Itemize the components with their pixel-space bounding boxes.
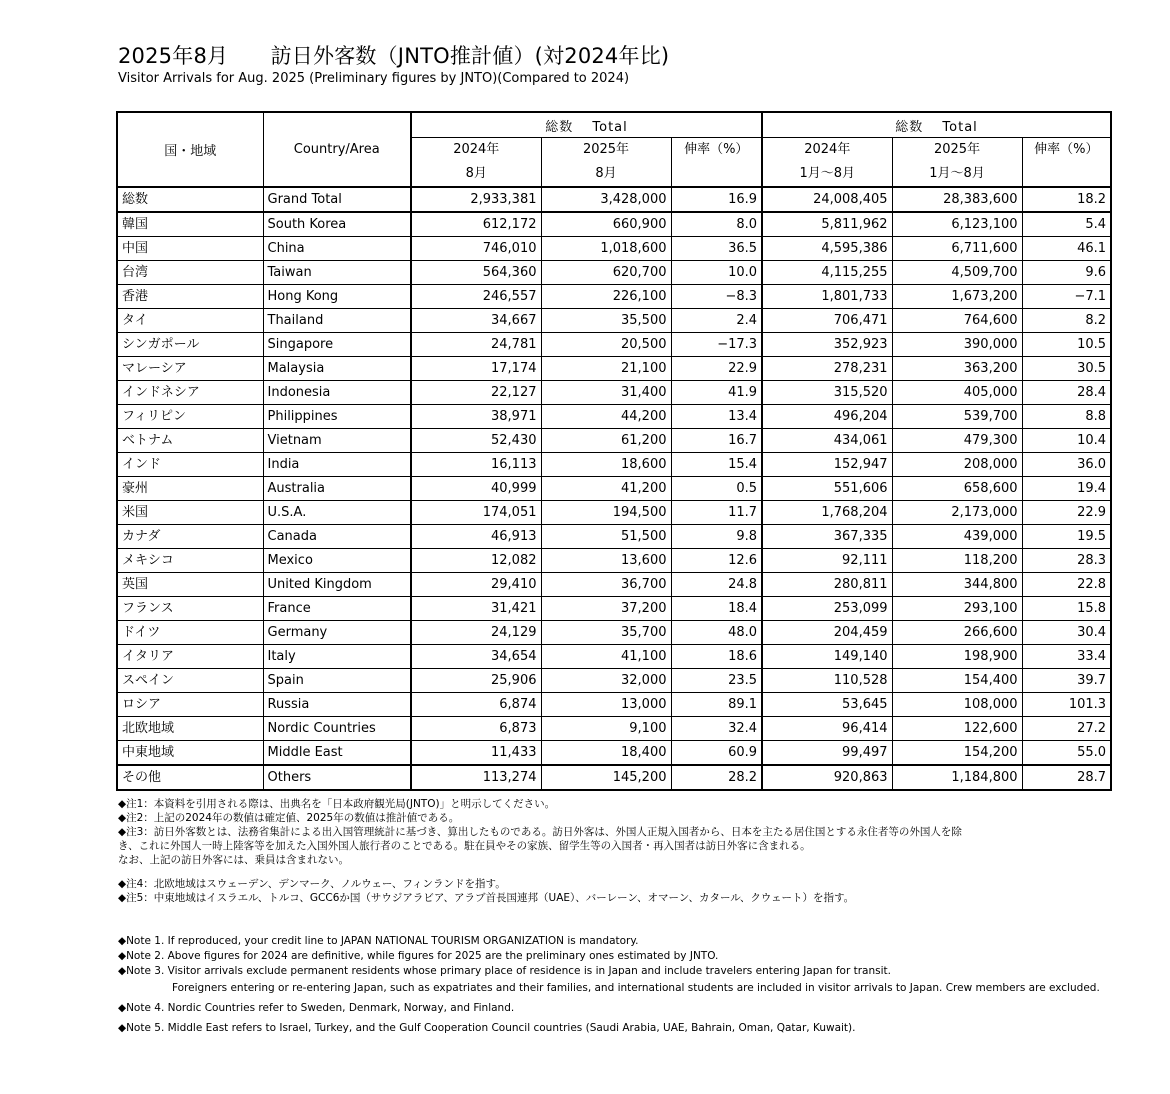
- table-row: [117, 333, 1111, 357]
- cell-aug-growth: 60.9: [671, 741, 762, 766]
- cell-ytd-2024: 152,947: [762, 453, 892, 477]
- cell-ytd-2024: 315,520: [762, 381, 892, 405]
- cell-country-jp: 中東地域: [117, 741, 263, 766]
- cell-aug-2024: 12,082: [411, 549, 541, 573]
- cell-ytd-growth: 22.9: [1022, 501, 1111, 525]
- cell-ytd-2024: 53,645: [762, 693, 892, 717]
- cell-aug-2024: 113,274: [411, 765, 541, 790]
- cell-country-jp: 総数: [117, 187, 263, 212]
- visitor-arrivals-table: [116, 111, 1112, 791]
- cell-aug-growth: −17.3: [671, 333, 762, 357]
- page-subtitle: Visitor Arrivals for Aug. 2025 (Preliminary figures by JNTO)(Compared to 2024): [118, 71, 630, 86]
- table-row: [117, 429, 1111, 453]
- cell-country-en: Thailand: [263, 309, 411, 333]
- note-en-5: ◆Note 5. Middle East refers to Israel, Turkey, and the Gulf Cooperation Council countries (Saudi Arabia, UAE, Bahrain, Oman, Qatar, Kuwait).: [118, 1022, 856, 1034]
- header-ytd-growth: [1022, 138, 1111, 188]
- cell-ytd-2024: 92,111: [762, 549, 892, 573]
- cell-country-jp: イタリア: [117, 645, 263, 669]
- cell-aug-2025: 18,400: [541, 741, 671, 766]
- cell-aug-2024: 564,360: [411, 261, 541, 285]
- cell-ytd-2025: 363,200: [892, 357, 1022, 381]
- note-jp-5: ◆注5：中東地域はイスラエル、トルコ、GCC6か国（サウジアラビア、アラブ首長国連邦（UAE）、バーレーン、オマーン、カタール、クウェート）を指す。: [118, 892, 855, 904]
- cell-aug-2024: 29,410: [411, 573, 541, 597]
- cell-country-en: Philippines: [263, 405, 411, 429]
- cell-aug-2024: 31,421: [411, 597, 541, 621]
- cell-country-en: Others: [263, 765, 411, 790]
- cell-ytd-2024: 4,115,255: [762, 261, 892, 285]
- cell-country-jp: フィリピン: [117, 405, 263, 429]
- note-en-1: ◆Note 1. If reproduced, your credit line to JAPAN NATIONAL TOURISM ORGANIZATION is mandatory.: [118, 935, 639, 947]
- cell-country-en: Australia: [263, 477, 411, 501]
- cell-aug-growth: 41.9: [671, 381, 762, 405]
- cell-ytd-2025: 122,600: [892, 717, 1022, 741]
- cell-aug-2024: 2,933,381: [411, 187, 541, 212]
- cell-aug-2024: 174,051: [411, 501, 541, 525]
- table-row: [117, 237, 1111, 261]
- cell-country-en: China: [263, 237, 411, 261]
- cell-ytd-2025: 208,000: [892, 453, 1022, 477]
- cell-ytd-2025: 344,800: [892, 573, 1022, 597]
- cell-ytd-growth: 55.0: [1022, 741, 1111, 766]
- table-row: [117, 261, 1111, 285]
- cell-aug-2025: 51,500: [541, 525, 671, 549]
- cell-country-jp: ロシア: [117, 693, 263, 717]
- cell-country-jp: 香港: [117, 285, 263, 309]
- cell-ytd-2025: 293,100: [892, 597, 1022, 621]
- cell-country-en: Germany: [263, 621, 411, 645]
- cell-aug-growth: 22.9: [671, 357, 762, 381]
- cell-ytd-2025: 539,700: [892, 405, 1022, 429]
- cell-country-jp: メキシコ: [117, 549, 263, 573]
- cell-ytd-2025: 154,400: [892, 669, 1022, 693]
- cell-ytd-growth: 36.0: [1022, 453, 1111, 477]
- note-en-3b: Foreigners entering or re-entering Japan, such as expatriates and their families, and international students are included in visitor arrivals to Japan. Crew members are excluded.: [172, 982, 1100, 994]
- table-row: [117, 357, 1111, 381]
- note-en-3: ◆Note 3. Visitor arrivals exclude permanent residents whose primary place of residence is in Japan and include travelers entering Japan for transit.: [118, 965, 891, 977]
- cell-ytd-2025: 390,000: [892, 333, 1022, 357]
- cell-country-jp: マレーシア: [117, 357, 263, 381]
- cell-country-en: Hong Kong: [263, 285, 411, 309]
- cell-aug-2025: 44,200: [541, 405, 671, 429]
- cell-ytd-growth: 28.7: [1022, 765, 1111, 790]
- cell-ytd-2025: 764,600: [892, 309, 1022, 333]
- header-ytd-2024: [762, 138, 892, 188]
- cell-ytd-2024: 96,414: [762, 717, 892, 741]
- cell-country-jp: カナダ: [117, 525, 263, 549]
- cell-aug-2025: 226,100: [541, 285, 671, 309]
- table-row: [117, 621, 1111, 645]
- cell-aug-2025: 41,100: [541, 645, 671, 669]
- cell-aug-growth: 11.7: [671, 501, 762, 525]
- notes-english: [118, 934, 1128, 1036]
- cell-aug-2025: 13,000: [541, 693, 671, 717]
- cell-ytd-growth: 9.6: [1022, 261, 1111, 285]
- cell-ytd-2025: 1,184,800: [892, 765, 1022, 790]
- cell-aug-2024: 746,010: [411, 237, 541, 261]
- cell-ytd-growth: 33.4: [1022, 645, 1111, 669]
- cell-aug-2025: 36,700: [541, 573, 671, 597]
- cell-aug-2025: 18,600: [541, 453, 671, 477]
- header-aug-2025: [541, 138, 671, 188]
- cell-aug-2024: 17,174: [411, 357, 541, 381]
- table-row: [117, 597, 1111, 621]
- cell-ytd-growth: 39.7: [1022, 669, 1111, 693]
- cell-aug-2024: 246,557: [411, 285, 541, 309]
- cell-aug-growth: 23.5: [671, 669, 762, 693]
- cell-ytd-2024: 5,811,962: [762, 212, 892, 237]
- cell-ytd-growth: 10.4: [1022, 429, 1111, 453]
- cell-ytd-growth: 46.1: [1022, 237, 1111, 261]
- cell-aug-2024: 612,172: [411, 212, 541, 237]
- header-ytd-2025-period: 1月～8月: [929, 166, 985, 181]
- cell-ytd-2024: 352,923: [762, 333, 892, 357]
- cell-aug-growth: 36.5: [671, 237, 762, 261]
- cell-country-en: Spain: [263, 669, 411, 693]
- cell-ytd-growth: −7.1: [1022, 285, 1111, 309]
- header-country-en: Country/Area: [263, 112, 411, 187]
- cell-aug-growth: 48.0: [671, 621, 762, 645]
- cell-aug-2024: 52,430: [411, 429, 541, 453]
- cell-ytd-2025: 118,200: [892, 549, 1022, 573]
- header-aug-2025-period: 8月: [595, 166, 617, 181]
- cell-ytd-2024: 280,811: [762, 573, 892, 597]
- cell-country-en: U.S.A.: [263, 501, 411, 525]
- cell-aug-2025: 35,700: [541, 621, 671, 645]
- cell-aug-growth: 24.8: [671, 573, 762, 597]
- note-en-4: ◆Note 4. Nordic Countries refer to Sweden, Denmark, Norway, and Finland.: [118, 1002, 515, 1014]
- table-row: [117, 453, 1111, 477]
- cell-aug-2025: 37,200: [541, 597, 671, 621]
- cell-country-en: Vietnam: [263, 429, 411, 453]
- table-row: [117, 573, 1111, 597]
- cell-country-jp: スペイン: [117, 669, 263, 693]
- cell-country-en: India: [263, 453, 411, 477]
- cell-ytd-2024: 278,231: [762, 357, 892, 381]
- cell-ytd-2025: 4,509,700: [892, 261, 1022, 285]
- cell-ytd-2025: 6,123,100: [892, 212, 1022, 237]
- header-group-month: 総数 Total: [411, 112, 762, 138]
- cell-country-en: Indonesia: [263, 381, 411, 405]
- cell-ytd-2025: 2,173,000: [892, 501, 1022, 525]
- notes-japanese: [118, 797, 1118, 905]
- note-jp-3c: なお、上記の訪日外客には、乗員は含まれない。: [118, 854, 349, 866]
- cell-ytd-2025: 1,673,200: [892, 285, 1022, 309]
- cell-ytd-2024: 434,061: [762, 429, 892, 453]
- header-aug-growth-label: 伸率（%）: [684, 142, 749, 157]
- cell-aug-2025: 620,700: [541, 261, 671, 285]
- cell-aug-2025: 41,200: [541, 477, 671, 501]
- cell-ytd-growth: 15.8: [1022, 597, 1111, 621]
- note-jp-3b: き、これに外国人一時上陸客等を加えた入国外国人旅行者のことである。駐在員やその家族、留学生等の入国者・再入国者は訪日外客に含まれる。: [118, 840, 811, 852]
- cell-aug-2025: 194,500: [541, 501, 671, 525]
- cell-ytd-growth: 18.2: [1022, 187, 1111, 212]
- cell-country-en: Middle East: [263, 741, 411, 766]
- cell-ytd-2024: 253,099: [762, 597, 892, 621]
- note-jp-3a: ◆注3：訪日外客数とは、法務省集計による出入国管理統計に基づき、算出したものである。訪日外客は、外国人正規入国者から、日本を主たる居住国とする永住者等の外国人を除: [118, 826, 962, 838]
- cell-aug-growth: 18.4: [671, 597, 762, 621]
- cell-ytd-2025: 658,600: [892, 477, 1022, 501]
- cell-aug-growth: 89.1: [671, 693, 762, 717]
- cell-aug-2025: 660,900: [541, 212, 671, 237]
- cell-aug-growth: 0.5: [671, 477, 762, 501]
- cell-aug-2024: 40,999: [411, 477, 541, 501]
- header-aug-2024-period: 8月: [465, 166, 487, 181]
- cell-aug-2024: 34,654: [411, 645, 541, 669]
- cell-ytd-growth: 8.2: [1022, 309, 1111, 333]
- cell-ytd-2024: 1,768,204: [762, 501, 892, 525]
- cell-aug-2025: 21,100: [541, 357, 671, 381]
- cell-aug-growth: 10.0: [671, 261, 762, 285]
- note-jp-1: ◆注1：本資料を引用される際は、出典名を「日本政府観光局(JNTO)」と明示してください。: [118, 798, 556, 810]
- table-row: [117, 693, 1111, 717]
- header-ytd-2024-year: 2024年: [804, 142, 851, 157]
- cell-ytd-2025: 266,600: [892, 621, 1022, 645]
- cell-ytd-growth: 30.5: [1022, 357, 1111, 381]
- cell-aug-2025: 61,200: [541, 429, 671, 453]
- header-ytd-growth-label: 伸率（%）: [1034, 142, 1099, 157]
- cell-aug-growth: −8.3: [671, 285, 762, 309]
- table-row: [117, 645, 1111, 669]
- cell-country-jp: インド: [117, 453, 263, 477]
- cell-aug-growth: 2.4: [671, 309, 762, 333]
- header-ytd-2025: [892, 138, 1022, 188]
- cell-country-en: Italy: [263, 645, 411, 669]
- table-row: [117, 741, 1111, 766]
- cell-ytd-2024: 920,863: [762, 765, 892, 790]
- cell-ytd-2024: 24,008,405: [762, 187, 892, 212]
- cell-ytd-2024: 149,140: [762, 645, 892, 669]
- cell-aug-growth: 32.4: [671, 717, 762, 741]
- cell-ytd-2024: 706,471: [762, 309, 892, 333]
- table-row: [117, 212, 1111, 237]
- cell-ytd-2024: 110,528: [762, 669, 892, 693]
- table-row: [117, 405, 1111, 429]
- cell-country-en: United Kingdom: [263, 573, 411, 597]
- note-jp-4: ◆注4：北欧地域はスウェーデン、デンマーク、ノルウェー、フィンランドを指す。: [118, 878, 506, 890]
- cell-aug-2024: 24,781: [411, 333, 541, 357]
- header-aug-2024-year: 2024年: [453, 142, 500, 157]
- cell-aug-growth: 8.0: [671, 212, 762, 237]
- cell-country-en: Canada: [263, 525, 411, 549]
- cell-country-jp: ベトナム: [117, 429, 263, 453]
- cell-ytd-2025: 154,200: [892, 741, 1022, 766]
- cell-country-jp: 中国: [117, 237, 263, 261]
- cell-country-jp: 米国: [117, 501, 263, 525]
- cell-country-jp: 英国: [117, 573, 263, 597]
- cell-ytd-growth: 101.3: [1022, 693, 1111, 717]
- cell-aug-2025: 32,000: [541, 669, 671, 693]
- cell-country-en: Singapore: [263, 333, 411, 357]
- header-aug-2025-year: 2025年: [582, 142, 630, 157]
- cell-aug-2025: 3,428,000: [541, 187, 671, 212]
- cell-aug-growth: 12.6: [671, 549, 762, 573]
- cell-country-en: Taiwan: [263, 261, 411, 285]
- cell-ytd-2024: 204,459: [762, 621, 892, 645]
- cell-country-jp: 韓国: [117, 212, 263, 237]
- table-row: [117, 285, 1111, 309]
- cell-country-en: South Korea: [263, 212, 411, 237]
- cell-country-en: France: [263, 597, 411, 621]
- cell-country-en: Malaysia: [263, 357, 411, 381]
- table-row: [117, 669, 1111, 693]
- cell-aug-growth: 18.6: [671, 645, 762, 669]
- table-row: [117, 717, 1111, 741]
- cell-aug-growth: 16.9: [671, 187, 762, 212]
- cell-aug-growth: 28.2: [671, 765, 762, 790]
- cell-ytd-2025: 108,000: [892, 693, 1022, 717]
- cell-ytd-2024: 551,606: [762, 477, 892, 501]
- cell-ytd-growth: 19.5: [1022, 525, 1111, 549]
- cell-aug-2025: 35,500: [541, 309, 671, 333]
- cell-aug-2024: 24,129: [411, 621, 541, 645]
- cell-ytd-growth: 28.3: [1022, 549, 1111, 573]
- cell-aug-2025: 9,100: [541, 717, 671, 741]
- cell-ytd-2025: 6,711,600: [892, 237, 1022, 261]
- header-aug-growth: [671, 138, 762, 188]
- cell-ytd-2024: 1,801,733: [762, 285, 892, 309]
- cell-country-jp: インドネシア: [117, 381, 263, 405]
- cell-country-en: Nordic Countries: [263, 717, 411, 741]
- table-row: [117, 765, 1111, 790]
- cell-aug-growth: 15.4: [671, 453, 762, 477]
- page-title: 2025年8月 訪日外客数（JNTO推計値）(対2024年比): [118, 44, 670, 68]
- cell-country-jp: 台湾: [117, 261, 263, 285]
- cell-ytd-growth: 5.4: [1022, 212, 1111, 237]
- cell-aug-growth: 16.7: [671, 429, 762, 453]
- cell-ytd-2025: 198,900: [892, 645, 1022, 669]
- cell-country-en: Mexico: [263, 549, 411, 573]
- cell-aug-growth: 13.4: [671, 405, 762, 429]
- cell-country-jp: シンガポール: [117, 333, 263, 357]
- cell-ytd-2024: 496,204: [762, 405, 892, 429]
- cell-country-jp: 北欧地域: [117, 717, 263, 741]
- table-row: [117, 549, 1111, 573]
- table-row: [117, 187, 1111, 212]
- cell-aug-2024: 16,113: [411, 453, 541, 477]
- note-gap: [118, 867, 1118, 877]
- header-ytd-2025-year: 2025年: [933, 142, 981, 157]
- cell-aug-2025: 13,600: [541, 549, 671, 573]
- table-row: [117, 525, 1111, 549]
- cell-ytd-2025: 28,383,600: [892, 187, 1022, 212]
- cell-aug-growth: 9.8: [671, 525, 762, 549]
- cell-country-jp: その他: [117, 765, 263, 790]
- header-group-ytd: 総数 Total: [762, 112, 1111, 138]
- cell-ytd-2025: 439,000: [892, 525, 1022, 549]
- cell-country-en: Grand Total: [263, 187, 411, 212]
- cell-aug-2024: 46,913: [411, 525, 541, 549]
- note-jp-2: ◆注2：上記の2024年の数値は確定値、2025年の数値は推計値である。: [118, 812, 460, 824]
- cell-ytd-growth: 10.5: [1022, 333, 1111, 357]
- cell-country-jp: ドイツ: [117, 621, 263, 645]
- cell-aug-2024: 6,873: [411, 717, 541, 741]
- cell-ytd-2024: 99,497: [762, 741, 892, 766]
- header-ytd-2024-period: 1月～8月: [799, 166, 856, 181]
- table-row: [117, 501, 1111, 525]
- cell-country-jp: タイ: [117, 309, 263, 333]
- header-aug-2024: [411, 138, 541, 188]
- cell-ytd-2025: 479,300: [892, 429, 1022, 453]
- cell-ytd-growth: 30.4: [1022, 621, 1111, 645]
- table-row: [117, 477, 1111, 501]
- cell-ytd-growth: 22.8: [1022, 573, 1111, 597]
- cell-country-jp: 豪州: [117, 477, 263, 501]
- note-en-2: ◆Note 2. Above figures for 2024 are definitive, while figures for 2025 are the preliminary ones estimated by JNTO.: [118, 950, 719, 962]
- cell-aug-2024: 6,874: [411, 693, 541, 717]
- cell-aug-2024: 34,667: [411, 309, 541, 333]
- cell-aug-2024: 38,971: [411, 405, 541, 429]
- cell-aug-2024: 22,127: [411, 381, 541, 405]
- cell-aug-2024: 25,906: [411, 669, 541, 693]
- cell-aug-2024: 11,433: [411, 741, 541, 766]
- cell-aug-2025: 1,018,600: [541, 237, 671, 261]
- cell-ytd-growth: 28.4: [1022, 381, 1111, 405]
- cell-ytd-growth: 19.4: [1022, 477, 1111, 501]
- cell-ytd-growth: 27.2: [1022, 717, 1111, 741]
- header-country-jp: 国・地域: [117, 112, 263, 187]
- cell-aug-2025: 31,400: [541, 381, 671, 405]
- cell-country-jp: フランス: [117, 597, 263, 621]
- table-row: [117, 309, 1111, 333]
- cell-aug-2025: 20,500: [541, 333, 671, 357]
- cell-ytd-2025: 405,000: [892, 381, 1022, 405]
- cell-ytd-2024: 4,595,386: [762, 237, 892, 261]
- cell-ytd-2024: 367,335: [762, 525, 892, 549]
- table-row: [117, 381, 1111, 405]
- cell-country-en: Russia: [263, 693, 411, 717]
- cell-aug-2025: 145,200: [541, 765, 671, 790]
- cell-ytd-growth: 8.8: [1022, 405, 1111, 429]
